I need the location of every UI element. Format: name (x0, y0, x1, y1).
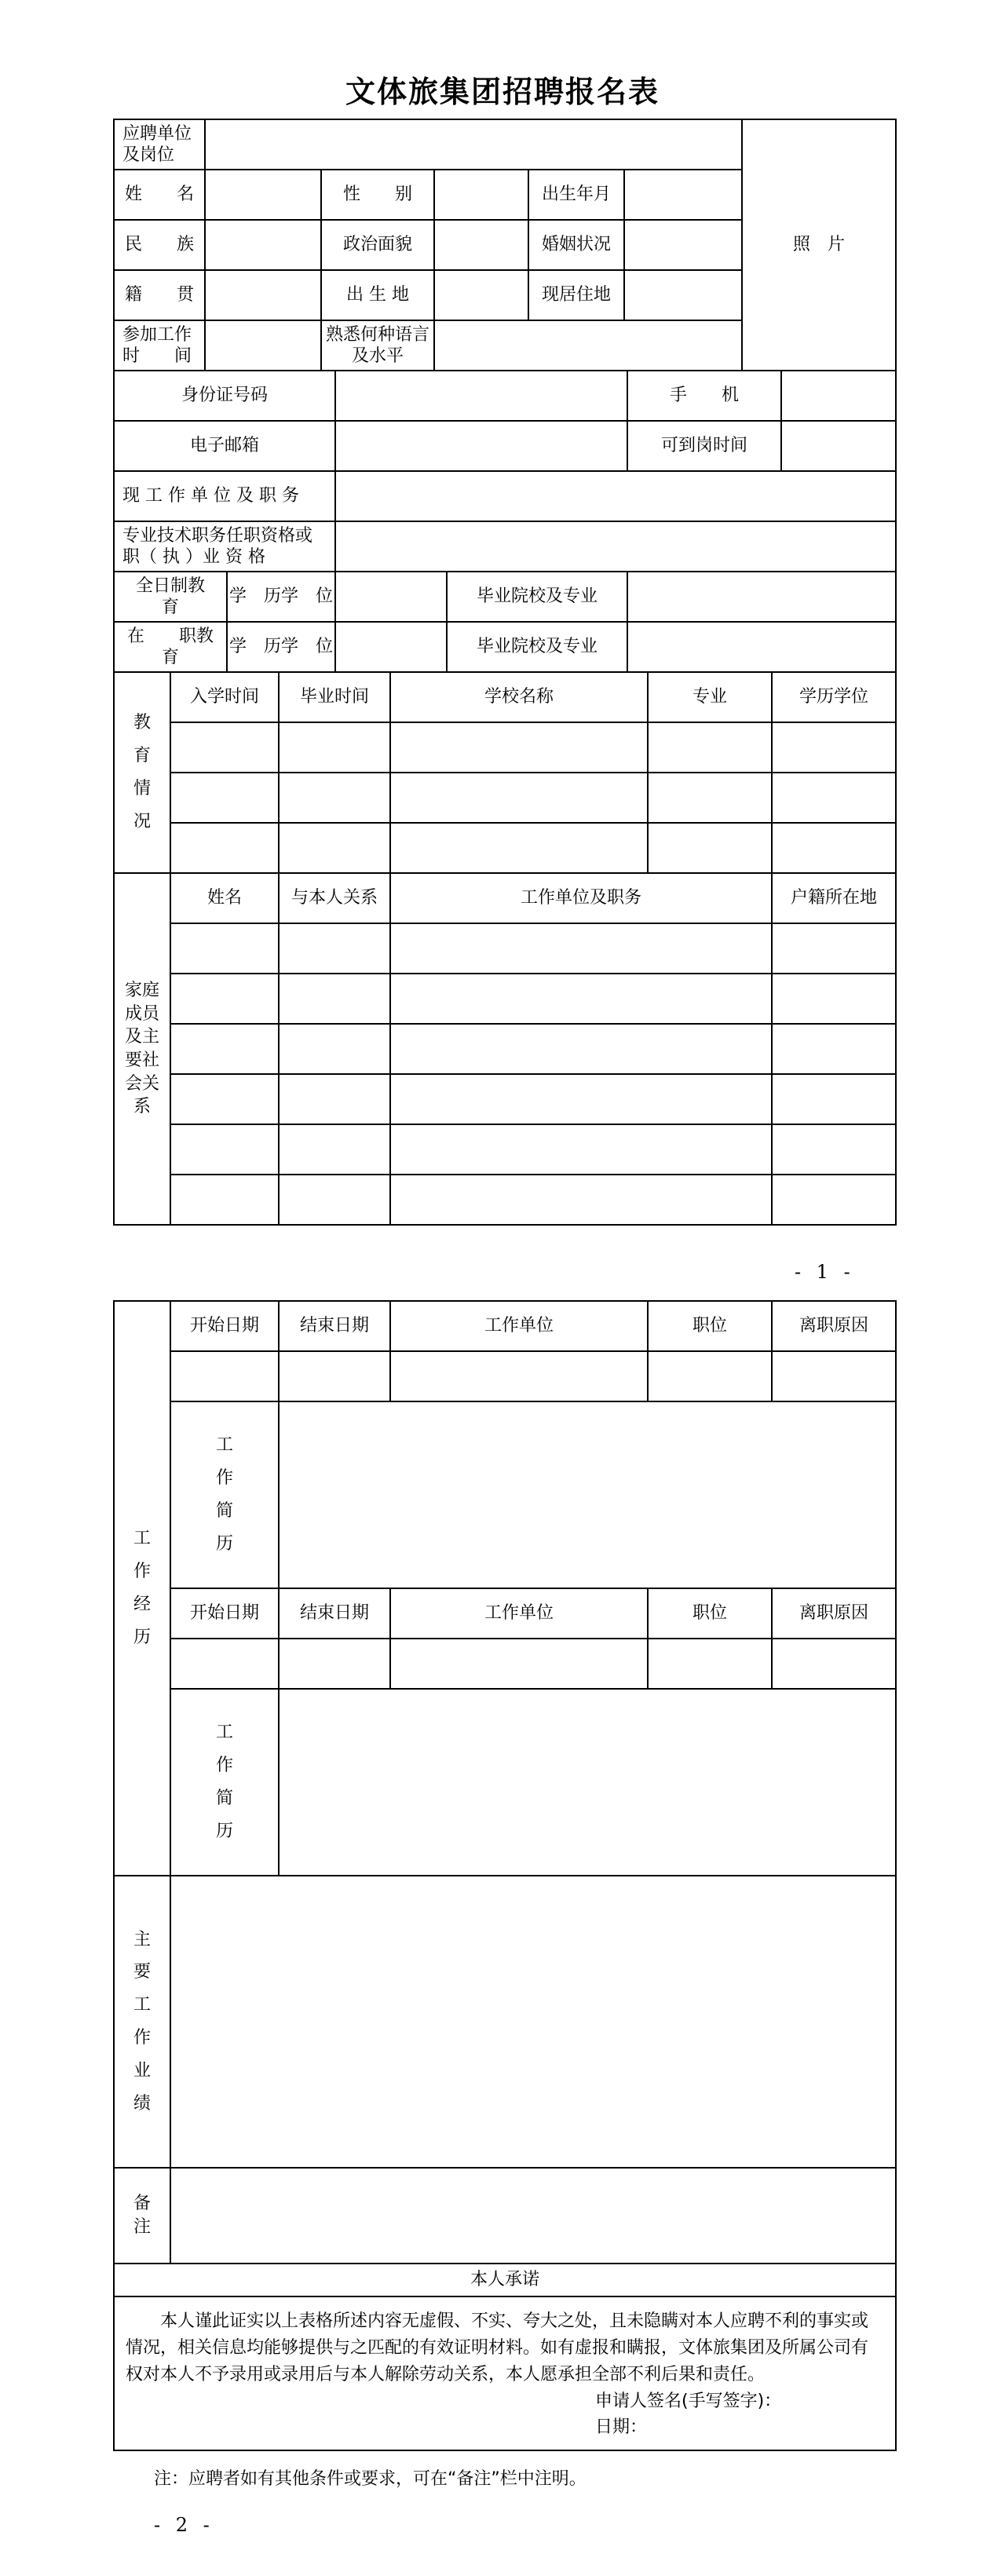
table-cell[interactable] (390, 1024, 772, 1074)
contact-table (113, 370, 897, 673)
bottom-table (113, 1875, 897, 2451)
signature-line[interactable]: 申请人签名(手写签字)： (595, 2391, 782, 2412)
table-cell[interactable] (170, 1074, 279, 1124)
email-field[interactable] (335, 421, 627, 471)
table-cell[interactable] (279, 1074, 390, 1124)
marital-field[interactable] (624, 220, 742, 270)
work-header-position: 职位 (648, 1301, 772, 1351)
work-start-label: 参加工作时 间 (114, 320, 205, 371)
work-header-end: 结束日期 (279, 1588, 390, 1639)
edu-header-graduate: 毕业时间 (279, 672, 390, 722)
table-row (114, 923, 896, 974)
family-header-relation: 与本人关系 (279, 873, 390, 923)
table-cell[interactable] (772, 974, 896, 1024)
resume-label-1: 工作简历 (170, 1401, 279, 1588)
family-section-label: 家庭成员及主要社会关系 (114, 873, 170, 1225)
native-place-field[interactable] (205, 270, 321, 320)
email-label: 电子邮箱 (114, 421, 335, 471)
language-label: 熟悉何种语言及水平 (321, 320, 434, 371)
table-cell[interactable] (279, 773, 390, 823)
table-cell[interactable] (390, 1175, 772, 1225)
table-cell[interactable] (648, 773, 772, 823)
residence-label: 现居住地 (528, 270, 624, 320)
table-row (114, 1074, 896, 1124)
table-cell[interactable] (170, 923, 279, 974)
table-cell[interactable] (279, 722, 390, 773)
education-table (113, 671, 897, 874)
apply-position-label: 应聘单位及岗位 (114, 119, 205, 170)
current-job-label: 现 工 作 单 位 及 职 务 (114, 471, 335, 521)
table-cell[interactable] (772, 1124, 896, 1175)
resume-field-2[interactable] (279, 1689, 896, 1876)
promise-title: 本人承诺 (114, 2264, 896, 2296)
table-cell[interactable] (170, 1124, 279, 1175)
table-cell[interactable] (170, 722, 279, 773)
page-number-2: - 2 - (154, 2514, 214, 2536)
phone-label: 手 机 (627, 371, 781, 421)
table-cell[interactable] (390, 1351, 648, 1401)
table-cell[interactable] (390, 1639, 648, 1689)
table-cell[interactable] (772, 923, 896, 974)
id-number-label: 身份证号码 (114, 371, 335, 421)
table-cell[interactable] (279, 974, 390, 1024)
birthplace-field[interactable] (434, 270, 528, 320)
table-cell[interactable] (279, 1024, 390, 1074)
table-cell[interactable] (279, 923, 390, 974)
id-number-field[interactable] (335, 371, 627, 421)
residence-field[interactable] (624, 270, 742, 320)
table-cell[interactable] (170, 1024, 279, 1074)
family-table (113, 872, 897, 1226)
name-label: 姓 名 (114, 170, 205, 220)
arrival-label: 可到岗时间 (627, 421, 781, 471)
family-header-employer: 工作单位及职务 (390, 873, 772, 923)
birth-field[interactable] (624, 170, 742, 220)
table-cell[interactable] (279, 1124, 390, 1175)
table-cell[interactable] (772, 1074, 896, 1124)
work-header-position: 职位 (648, 1588, 772, 1639)
work-header-reason: 离职原因 (772, 1301, 896, 1351)
language-field[interactable] (434, 320, 742, 371)
fulltime-school-label: 毕业院校及专业 (447, 572, 627, 622)
apply-position-field[interactable] (205, 119, 742, 170)
fulltime-edu-label: 全日制教 育 (114, 572, 227, 622)
parttime-degree-field[interactable] (335, 622, 447, 672)
table-cell[interactable] (279, 1351, 390, 1401)
promise-text: 本人谨此证实以上表格所述内容无虚假、不实、夸大之处，且未隐瞒对本人应聘不利的事实或情况，相关信息均能够提供与之匹配的有效证明材料。如有虚报和瞒报，文体旅集团及所属公司有权对本人不予录用或录用后与本人解除劳动关系，本人愿承担全部不利后果和责任。 (126, 2311, 869, 2385)
parttime-school-label: 毕业院校及专业 (447, 622, 627, 672)
parttime-edu-label: 在 职教 育 (114, 622, 227, 672)
table-row (114, 1175, 896, 1225)
native-place-label: 籍 贯 (114, 270, 205, 320)
work-header-employer: 工作单位 (390, 1588, 648, 1639)
work-header-reason: 离职原因 (772, 1588, 896, 1639)
date-line[interactable]: 日期： (595, 2417, 648, 2438)
table-cell[interactable] (390, 1074, 772, 1124)
table-cell[interactable] (772, 1024, 896, 1074)
work-header-end: 结束日期 (279, 1301, 390, 1351)
table-cell[interactable] (390, 1124, 772, 1175)
table-cell[interactable] (648, 722, 772, 773)
political-label: 政治面貌 (321, 220, 434, 270)
political-field[interactable] (434, 220, 528, 270)
tech-title-field[interactable] (335, 521, 896, 572)
work-section-label: 工作经历 (114, 1301, 170, 1876)
table-cell[interactable] (648, 1639, 772, 1689)
table-cell[interactable] (772, 1351, 896, 1401)
work-start-field[interactable] (205, 320, 321, 371)
gender-label: 性 别 (321, 170, 434, 220)
photo-cell[interactable] (742, 119, 896, 371)
table-cell[interactable] (390, 823, 648, 873)
table-cell[interactable] (279, 1639, 390, 1689)
parttime-degree-label: 学 历学 位 (227, 622, 335, 672)
resume-field-1[interactable] (279, 1401, 896, 1588)
achievement-label: 主要工作业绩 (114, 1876, 170, 2168)
table-row (114, 974, 896, 1024)
fulltime-degree-label: 学 历学 位 (227, 572, 335, 622)
table-row (114, 1024, 896, 1074)
table-cell[interactable] (390, 923, 772, 974)
marital-label: 婚姻状况 (528, 220, 624, 270)
education-section-label: 教育情况 (114, 672, 170, 873)
form-title: 文体旅集团招聘报名表 (345, 74, 660, 109)
ethnicity-field[interactable] (205, 220, 321, 270)
achievement-field[interactable] (170, 1876, 896, 2168)
ethnicity-label: 民 族 (114, 220, 205, 270)
promise-cell (114, 2296, 896, 2450)
table-row (114, 1351, 896, 1401)
remark-label: 备注 (114, 2168, 170, 2264)
birthplace-label: 出 生 地 (321, 270, 434, 320)
table-row (114, 773, 896, 823)
phone-field[interactable] (781, 371, 896, 421)
fulltime-school-field[interactable] (627, 572, 896, 622)
tech-title-label: 专业技术职务任职资格或 职（ 执 ）业 资 格 (114, 521, 335, 572)
table-cell[interactable] (390, 974, 772, 1024)
table-cell[interactable] (648, 1351, 772, 1401)
table-row (114, 1124, 896, 1175)
table-cell[interactable] (170, 1175, 279, 1225)
table-cell[interactable] (170, 773, 279, 823)
table-cell[interactable] (772, 1639, 896, 1689)
basic-info-table (113, 119, 897, 371)
gender-field[interactable] (434, 170, 528, 220)
edu-header-major: 专业 (648, 672, 772, 722)
table-cell[interactable] (648, 823, 772, 873)
table-cell[interactable] (772, 722, 896, 773)
edu-header-school: 学校名称 (390, 672, 648, 722)
table-row (114, 1639, 896, 1689)
table-cell[interactable] (170, 974, 279, 1024)
page-number-1: - 1 - (795, 1261, 855, 1283)
table-row (114, 823, 896, 873)
work-header-start: 开始日期 (170, 1301, 279, 1351)
current-job-field[interactable] (335, 471, 896, 521)
table-cell[interactable] (170, 823, 279, 873)
table-cell[interactable] (772, 823, 896, 873)
table-cell[interactable] (772, 773, 896, 823)
table-cell[interactable] (390, 722, 648, 773)
table-cell[interactable] (390, 773, 648, 823)
arrival-field[interactable] (781, 421, 896, 471)
table-cell[interactable] (279, 823, 390, 873)
resume-label-2: 工作简历 (170, 1689, 279, 1876)
edu-header-degree: 学历学位 (772, 672, 896, 722)
family-header-hukou: 户籍所在地 (772, 873, 896, 923)
photo-label: 照 片 (793, 235, 846, 255)
remark-field[interactable] (170, 2168, 896, 2264)
footnote: 注：应聘者如有其他条件或要求，可在“备注”栏中注明。 (154, 2469, 587, 2489)
table-cell[interactable] (772, 1175, 896, 1225)
edu-header-enroll: 入学时间 (170, 672, 279, 722)
birth-label: 出生年月 (528, 170, 624, 220)
name-field[interactable] (205, 170, 321, 220)
table-cell[interactable] (170, 1351, 279, 1401)
work-header-start: 开始日期 (170, 1588, 279, 1639)
work-table (113, 1300, 897, 1876)
work-header-employer: 工作单位 (390, 1301, 648, 1351)
parttime-school-field[interactable] (627, 622, 896, 672)
fulltime-degree-field[interactable] (335, 572, 447, 622)
family-header-name: 姓名 (170, 873, 279, 923)
table-cell[interactable] (279, 1175, 390, 1225)
table-cell[interactable] (170, 1639, 279, 1689)
table-row (114, 722, 896, 773)
